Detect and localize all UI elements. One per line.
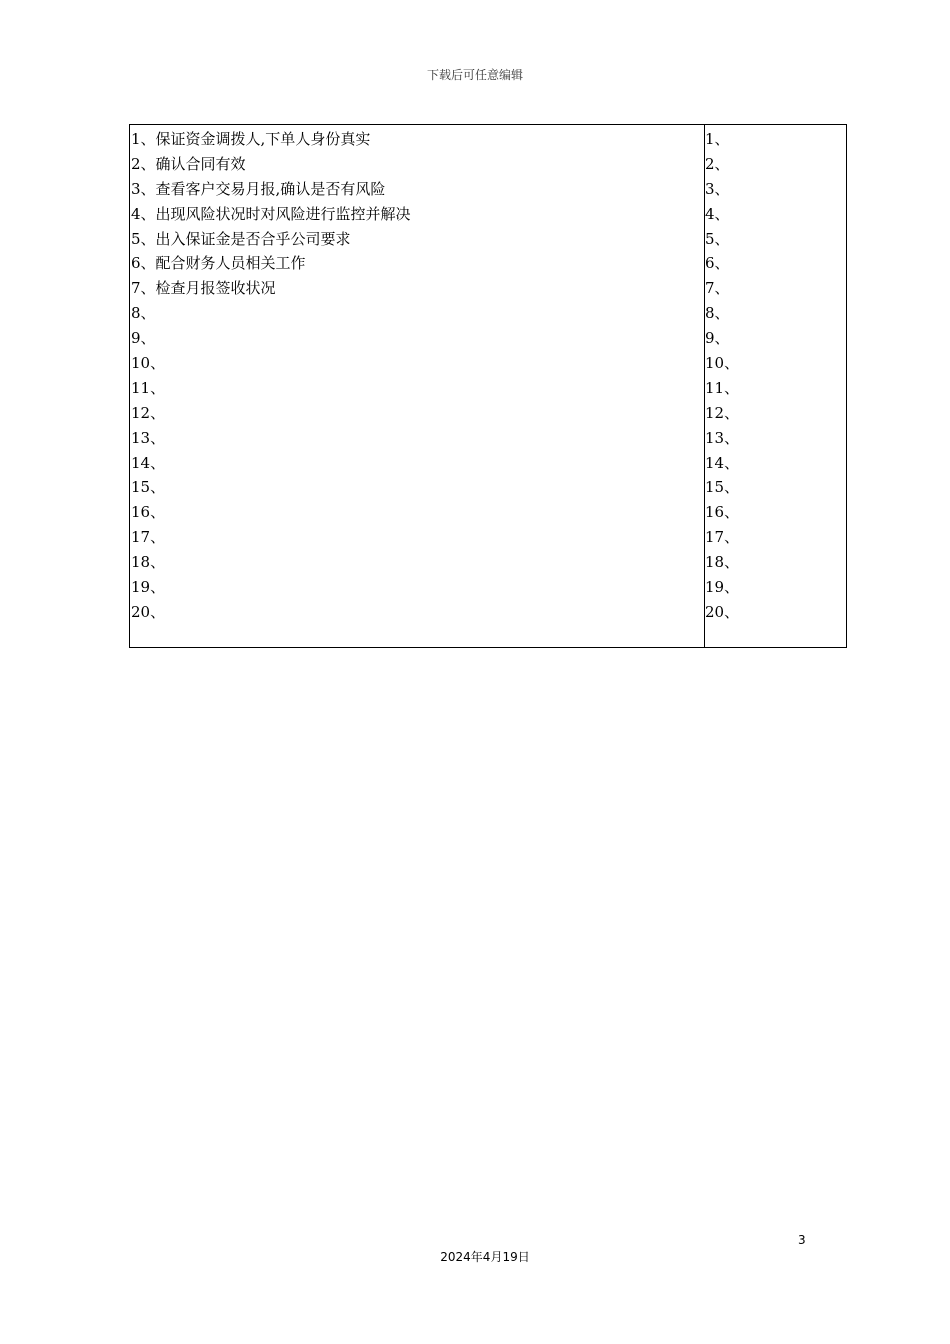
left-item: 14、 [131,453,166,472]
left-item: 19、 [131,578,166,597]
right-item: 8、 [705,304,730,323]
left-item: 17、 [131,528,166,547]
right-item: 16、 [705,503,740,522]
left-item: 13、 [131,428,166,447]
right-item: 12、 [705,403,740,422]
page-number: 3 [798,1233,806,1247]
left-item: 4、出现风险状况时对风险进行监控并解决 [131,204,411,223]
right-item: 2、 [705,154,730,173]
left-item: 9、 [131,329,156,348]
duties-table [129,124,847,648]
right-item: 1、 [705,130,730,148]
right-item: 18、 [705,553,740,572]
right-item: 15、 [705,478,740,497]
right-item: 6、 [705,254,730,273]
left-item: 8、 [131,304,156,323]
right-item: 14、 [705,453,740,472]
right-item: 4、 [705,204,730,223]
right-item: 9、 [705,329,730,348]
left-item: 10、 [131,354,166,373]
left-column [131,127,701,625]
left-item: 1、保证资金调拨人,下单人身份真实 [131,130,371,148]
left-item: 12、 [131,403,166,422]
left-item: 18、 [131,553,166,572]
left-item: 7、检查月报签收状况 [131,279,276,298]
right-item: 19、 [705,578,740,597]
left-item: 2、确认合同有效 [131,154,246,173]
right-column [705,127,845,625]
left-item: 20、 [131,602,166,621]
right-item: 3、 [705,179,730,198]
left-item: 16、 [131,503,166,522]
left-item: 6、配合财务人员相关工作 [131,254,306,273]
right-item: 7、 [705,279,730,298]
footer-date: 2024年4月19日 [440,1250,530,1264]
left-item: 11、 [131,378,166,397]
left-item: 5、出入保证金是否合乎公司要求 [131,229,351,248]
right-item: 20、 [705,602,740,621]
page-header: 下载后可任意编辑 [426,68,523,82]
right-item: 17、 [705,528,740,547]
left-item: 15、 [131,478,166,497]
right-item: 11、 [705,378,740,397]
left-item: 3、查看客户交易月报,确认是否有风险 [131,179,386,198]
right-item: 5、 [705,229,730,248]
right-item: 13、 [705,428,740,447]
right-item: 10、 [705,354,740,373]
